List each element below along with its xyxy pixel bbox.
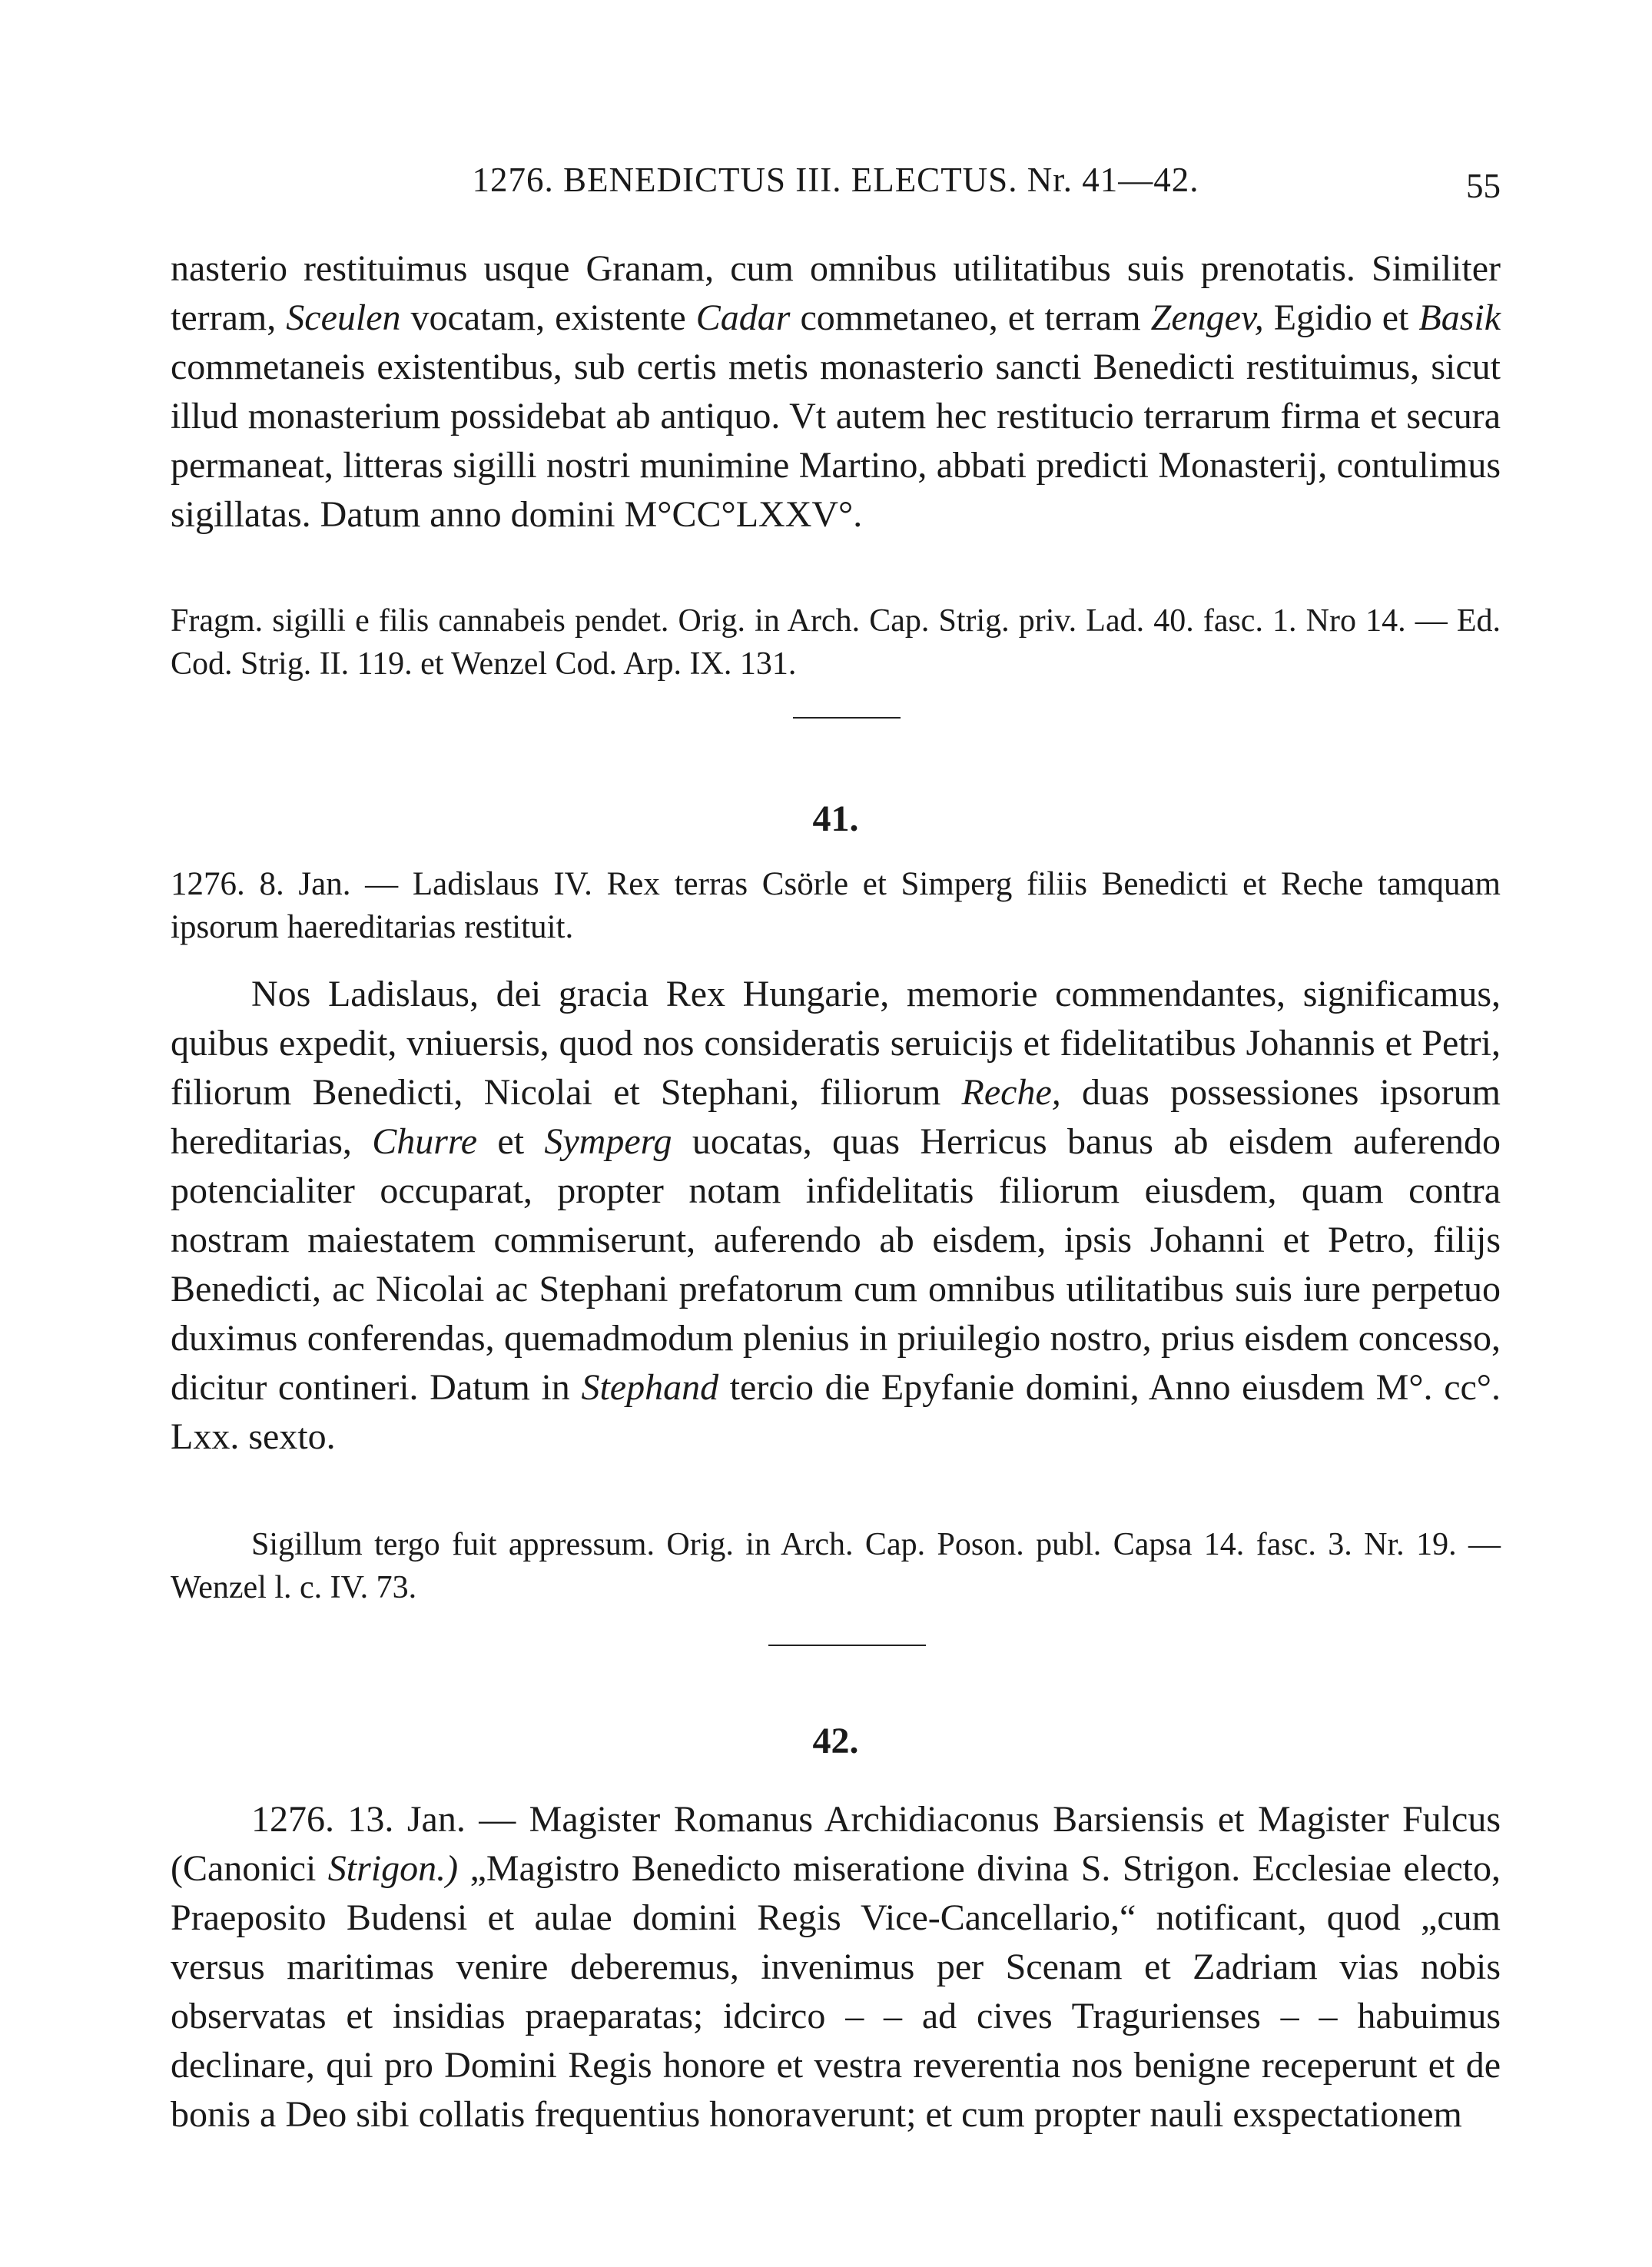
document-text-42 [171,1795,1501,2139]
document-text-41 [171,970,1501,1462]
person-name: Reche, [961,1072,1061,1113]
person-name: Cadar [695,297,791,338]
text-run: vocatam, existente [400,297,696,338]
section-divider [793,717,901,719]
document-number-42: 42. [812,1721,859,1761]
source-note: Fragm. sigilli e filis cannabeis pendet. Orig. in Arch. Cap. Strig. priv. Lad. 40. fasc. 1. Nro 14. — Ed. Cod. Strig. II. 119. et Wenzel Cod. Arp. IX. 131. [171,603,1501,682]
text-run: „Magistro Benedicto miseratione divina S. Strigon. Ecclesiae electo, Praeposito Budensi et aulae domini Regis Vice-Cancellario,“ notificant, quod „cum versus maritimas venire deberemus, invenimus per Scenam et Zadriam vias nobis observatas et insidias praeparatas; idcirco – – ad cives Tragurienses – – habuimus declinare, qui pro Domini Regis honore et vestra reverentia nos benigne receperunt et de bonis a Deo sibi collatis frequentius honoraverunt; et cum propter nauli exspectationem [171,1848,1501,2135]
section-divider [768,1645,926,1646]
place-name: Symperg [544,1121,672,1162]
text-run: 1276. 13. Jan. — Magister Romanus Archidiaconus Barsiensis et Magister Fulcus (Canonici [171,1799,1501,1889]
text-run: duas possessiones ipsorum hereditarias, [171,1072,1501,1162]
text-run: uocatas, quas Herricus banus ab eisdem auferendo potencialiter occuparat, propter notam infidelitatis filiorum eiusdem, quam contra nostram maiestatem commiserunt, auferendo ab eisdem, ipsis Johanni et Petro, filijs Benedicti, ac Nicolai ac Stephani prefatorum cum omnibus utilitatibus suis iure perpetuo duximus conferendas, quemadmodum plenius in priuilegio nostro, prius eisdem concesso, dicitur contineri. Datum in [171,1121,1501,1408]
text-run: Nos Ladislaus, dei gracia Rex Hungarie, memorie commendantes, significamus, quibus expedit, vniuersis, quod nos consideratis seruicijs et fidelitatibus Johannis et Petri, filiorum Benedicti, Nicolai et Stephani, filiorum [171,974,1501,1113]
text-run: Egidio et [1263,297,1419,338]
source-note-41: Sigillum tergo fuit appressum. Orig. in Arch. Cap. Poson. publ. Capsa 14. fasc. 3. Nr. 19. — Wenzel l. c. IV. 73. [171,1527,1501,1605]
page-number: 55 [1466,167,1501,205]
text-run: tercio die Epyfanie domini, Anno eiusdem M°. cc°. Lxx. sexto. [171,1367,1501,1457]
continued-document-text [171,244,1501,539]
text-run: et [477,1121,545,1162]
text-run: commetaneo, et terram [790,297,1151,338]
running-header [171,160,1501,206]
text-run: commetaneis existentibus, sub certis metis monasterio sancti Benedicti restituimus, sicut illud monasterium possidebat ab antiquo. Vt autem hec restitucio terrarum firma et secura permaneat, litteras sigilli nostri munimine Martino, abbati predicti Monasterij, contulimus sigillatas. Datum anno domini M°CC°LXXV°. [171,347,1501,535]
document-number-41: 41. [812,798,859,839]
place-name: Sceulen [286,297,401,338]
running-title: 1276. BENEDICTUS III. ELECTUS. Nr. 41—42. [472,161,1199,199]
place-name: Churre [372,1121,478,1162]
place-name: Stephand [581,1367,719,1408]
text-run: nasterio restituimus usque Granam, cum omnibus utilitatibus suis prenotatis. Similiter terram, [171,248,1501,338]
person-name: Basik [1418,297,1501,338]
place-name: Zengev, [1150,297,1264,338]
document-summary-41: 1276. 8. Jan. — Ladislaus IV. Rex terras Csörle et Simperg filiis Benedicti et Reche tamquam ipsorum haereditarias restituit. [171,866,1501,945]
place-name: Strigon.) [327,1848,459,1889]
